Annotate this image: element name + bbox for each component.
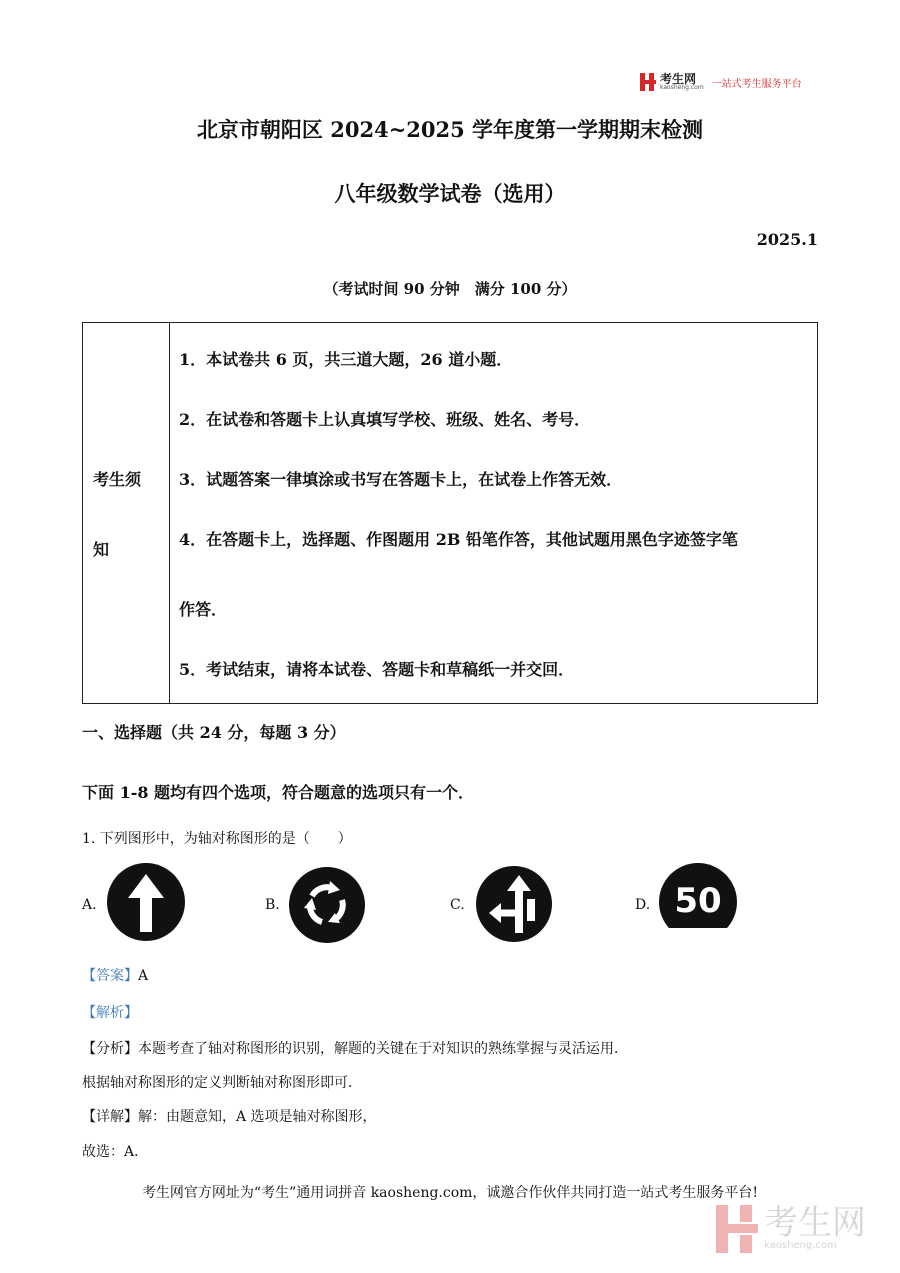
- watermark-logo-icon: [716, 1205, 758, 1253]
- option-b-label: B.: [265, 897, 280, 913]
- detail-text: 解：由题意知，A 选项是轴对称图形，: [138, 1109, 377, 1125]
- logo-name: 考生网 kaosheng.com: [660, 71, 704, 91]
- option-c-label: C.: [450, 897, 465, 913]
- roundabout-sign-icon: [288, 866, 366, 944]
- watermark: [716, 1205, 866, 1253]
- notice-item: 3．试题答案一律填涂或书写在答题卡上，在试卷上作答无效．: [179, 470, 623, 489]
- answer-value: A: [138, 968, 149, 984]
- speed-limit-sign-icon: [658, 862, 738, 942]
- answer-line: [82, 965, 148, 985]
- header-logo: [640, 72, 802, 92]
- analysis-line: [82, 1038, 628, 1058]
- analysis-text: 本题考查了轴对称图形的识别，解题的关键在于对知识的熟练掌握与灵活运用．: [138, 1041, 628, 1057]
- analysis-tag: 【解析】: [82, 1005, 138, 1021]
- section-instruction: 下面 1-8 题均有四个选项，符合题意的选项只有一个．: [82, 783, 475, 802]
- notice-label-cell: [83, 323, 170, 703]
- notice-label-line1: 考生须: [93, 470, 142, 489]
- straight-arrow-sign-icon: [106, 862, 186, 942]
- exam-time-info: （考试时间 90 分钟 满分 100 分）: [323, 280, 577, 298]
- option-a-label: A.: [82, 897, 97, 913]
- notice-box: [82, 322, 818, 704]
- notice-item: 4．在答题卡上，选择题、作图题用 2B 铅笔作答，其他试题用黑色字迹签字笔: [179, 530, 738, 549]
- section-heading: 一、选择题（共 24 分，每题 3 分）: [82, 723, 346, 742]
- exam-title: 北京市朝阳区 2024~2025 学年度第一学期期末检测: [196, 117, 704, 142]
- detail-label: 【详解】: [82, 1109, 138, 1125]
- answer-tag: 【答案】: [82, 968, 138, 984]
- notice-label-line2: 知: [93, 540, 110, 559]
- option-d-label: D.: [635, 897, 651, 913]
- notice-item: 5．考试结束，请将本试卷、答题卡和草稿纸一并交回．: [179, 660, 575, 679]
- notice-item: 1．本试卷共 6 页，共三道大题，26 道小题．: [179, 350, 513, 369]
- conclusion-line: 故选：A．: [82, 1144, 149, 1160]
- method-line: 根据轴对称图形的定义判断轴对称图形即可．: [82, 1075, 362, 1091]
- footer-text: 考生网官方网址为“考生”通用词拼音 kaosheng.com，诚邀合作伙伴共同打造一站式考生服务平台!: [141, 1185, 759, 1201]
- kaosheng-logo-icon: [640, 73, 656, 91]
- detail-line: [82, 1106, 377, 1126]
- question-stem: 1. 下列图形中，为轴对称图形的是（ ）: [82, 831, 352, 847]
- logo-slogan: 一站式考生服务平台: [711, 78, 802, 90]
- speed-limit-value: 50: [674, 881, 722, 921]
- exam-subtitle: 八年级数学试卷（选用）: [334, 181, 566, 206]
- straight-or-left-sign-icon: [475, 865, 553, 943]
- analysis-label: 【分析】: [82, 1041, 138, 1057]
- exam-date: 2025.1: [756, 230, 818, 249]
- notice-item: 作答．: [179, 600, 228, 619]
- analysis-tag-line: [82, 1002, 138, 1022]
- notice-item: 2．在试卷和答题卡上认真填写学校、班级、姓名、考号．: [179, 410, 591, 429]
- watermark-name: 考生网 kaosheng.com: [764, 1203, 866, 1251]
